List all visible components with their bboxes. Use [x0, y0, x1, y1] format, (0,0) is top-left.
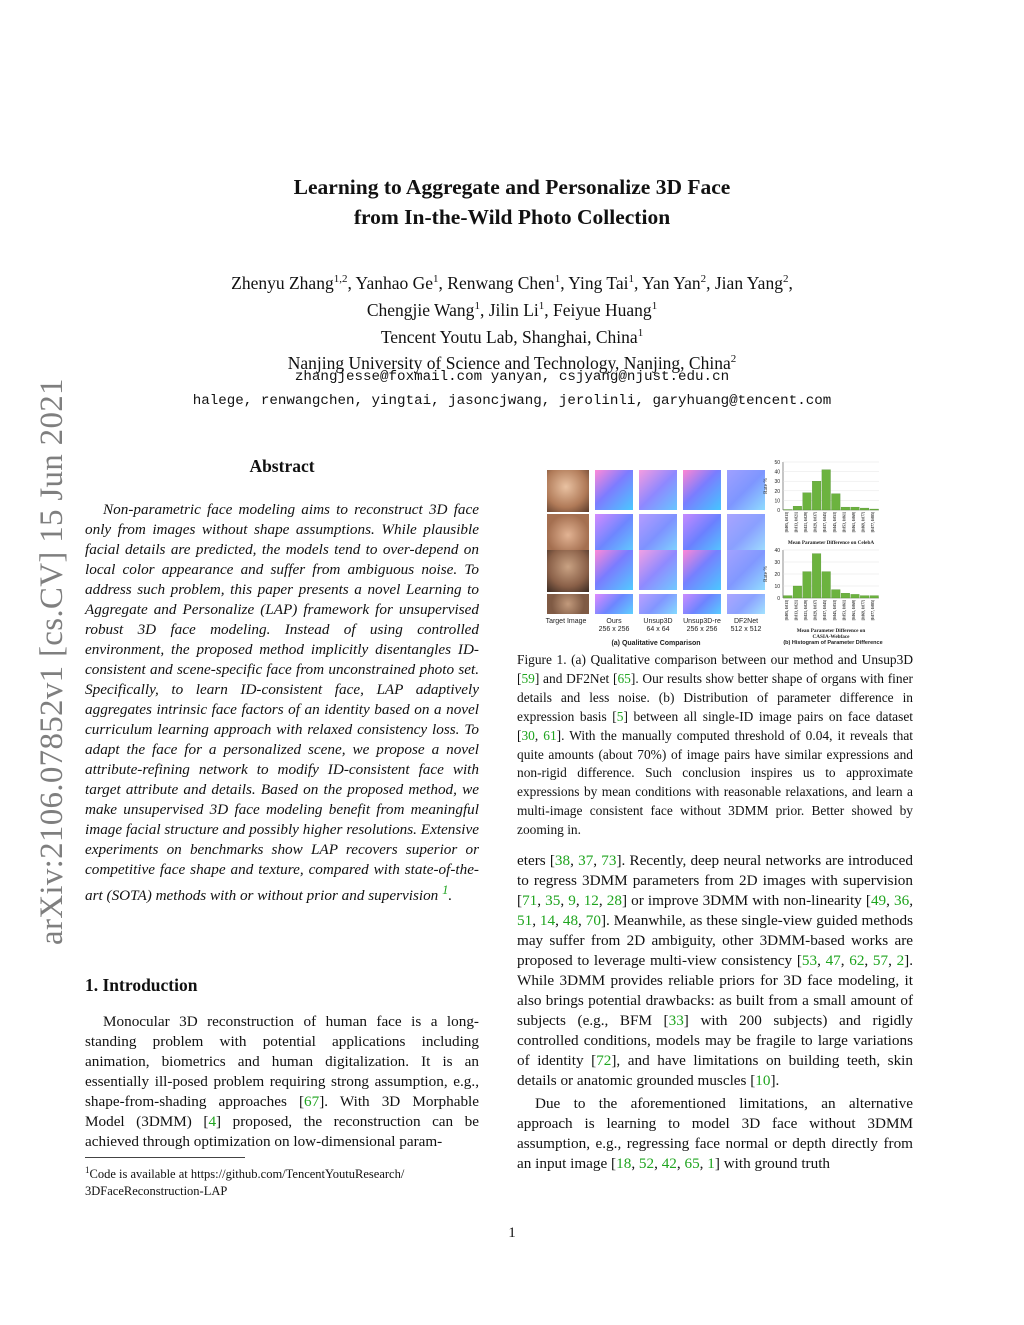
paper-title [0, 172, 1024, 232]
col-size-text: 64 x 64 [646, 626, 670, 633]
unsup3d-normal-map-1 [639, 470, 677, 510]
histogram-y-tick-label: 20 [774, 572, 780, 578]
histogram-bar [803, 572, 812, 598]
df2net-normal-crop-2 [727, 594, 765, 614]
histogram-title: CASIA-Webface [812, 634, 850, 640]
col-label-text: DF2Net [733, 618, 759, 625]
histogram-y-tick-label: 50 [774, 460, 780, 466]
histogram-bar [822, 572, 831, 598]
histogram-x-tick-label: [0.053, 0.061] [842, 512, 847, 533]
abstract-heading: Abstract [249, 456, 315, 476]
histogram-bar [870, 596, 879, 598]
histogram-bar [812, 554, 821, 598]
col-label-ours [589, 618, 639, 634]
author-block [0, 268, 1024, 375]
histogram-y-tick-label: 40 [774, 548, 780, 554]
col-size-text: 256 x 256 [686, 626, 718, 633]
unsup3d-re-normal-map-1 [683, 470, 721, 510]
ours-normal-crop-1 [595, 514, 633, 554]
histogram-bar [812, 481, 821, 510]
unsup3d-normal-crop-2 [639, 594, 677, 614]
histogram-title: Mean Parameter Difference on [796, 628, 866, 634]
col-label-text: Unsup3D [643, 618, 673, 625]
ours-normal-map-1 [595, 470, 633, 510]
histogram-bar [793, 506, 802, 510]
histogram-x-tick-label: [0.021, 0.029] [804, 600, 808, 621]
right-paragraph-1: eters [38, 37, 73]. Recently, deep neural networks are introduced to regress 3DMM parameters from 2D images with supervision [71, 35, 9, 12, 28] or improve 3DMM with non-linearity [49, 36, 51, 14, 48, 70]. Meanwhile, as these single-view guided methods may suffer from 2D ambiguity, other 3DMM-based works are proposed to leverage multi-view consistency [53, 47, 62, 57, 2]. While 3DMM provides reliable priors for 3D face modeling, it also brings potential drawbacks: as built from a small amount of subjects (e.g., BFM [33] with 200 subjects) and rigidly controlled conditions, models may be fragile to large variations of identity [72], and have limitations on building teeth, skin details or anatomic grounded muscles [10]. [517, 852, 914, 1089]
histogram-y-tick-label: 10 [774, 584, 780, 590]
histogram-y-tick-label: 0 [777, 508, 780, 514]
right-paragraph-2: Due to the aforementioned limitations, an alternative approach is learning to model 3D face without 3DMM assumption, e.g., regressing face normal or depth directly from an input image [18, 52, 42, 65, 1] with ground truth [517, 1095, 913, 1172]
df2net-normal-crop-1 [727, 514, 765, 554]
introduction-text: Monocular 3D reconstruction of human face is a long-standing problem with potential applications including animation, biometrics and human digitalization. It is an essentially ill-posed problem requiring strong assumption, e.g., shape-from-shading approaches [67]. With 3D Morphable Model (3DMM) [4] proposed, the reconstruction can be achieved through optimization on low-dimensional param- [85, 1013, 480, 1150]
df2net-normal-map-2 [727, 550, 765, 590]
histogram-x-tick-label: [0.061, 0.069] [852, 600, 856, 621]
figure-1-caption: Figure 1. (a) Qualitative comparison between our method and Unsup3D [59] and DF2Net [65]. Our results show better shape of organs with finer details and less noise. (b) Distribution of parameter difference in expression basis [5] between all single-ID image pairs on face dataset [30, 61]. With the manually computed threshold of 0.04, it reveals that quite amounts (about 70%) of image pairs have similar expressions and non-rigid difference. Such conclusion inspires us to approximate expressions by mean conditions with reasonable relaxations, and learn a multi-image consistent face without 3DMM prior. Better showed by zooming in. [517, 652, 913, 838]
histogram-x-tick-label: [0.069, 0.077] [861, 600, 866, 621]
histogram-x-tick-label: [0.021, 0.029] [804, 512, 808, 533]
histogram-x-tick-label: [0.069, 0.077] [861, 512, 866, 533]
histogram-panel [761, 458, 891, 648]
histogram-y-tick-label: 30 [774, 479, 780, 486]
title-line-2: from In-the-Wild Photo Collection [353, 205, 671, 229]
target-face-image-2 [547, 550, 589, 592]
unsup3d-normal-crop-1 [639, 514, 677, 554]
histogram-x-tick-label: [0.029, 0.037] [813, 600, 818, 621]
title-line-1: Learning to Aggregate and Personalize 3D Face [293, 175, 731, 199]
author-line-1: Zhenyu Zhang$^{1,2}$, Yanhao Ge$^1$, Renwang Chen$^1$, Ying Tai$^1$, Yan Yan$^2$, Jian Yang$^2$, [231, 272, 793, 293]
histogram-x-tick-label: [0.061, 0.069] [852, 512, 856, 533]
histogram-y-tick-label: 30 [774, 560, 780, 566]
col-label-text: Unsup3D-re [683, 618, 721, 625]
page-number: 1 [508, 1225, 516, 1241]
affiliation-2: Nanjing University of Science and Technology, Nanjing, China$^2$ [287, 353, 737, 374]
histogram-x-tick-label: [0.029, 0.037] [813, 512, 818, 533]
histogram-y-label: Rate % [763, 565, 769, 583]
target-face-image-1 [547, 470, 589, 512]
histogram-bar [851, 507, 860, 510]
introduction-heading: 1. Introduction [85, 975, 198, 995]
histogram-bar [832, 494, 841, 510]
subfigure-a-label: (a) Qualitative Comparison [611, 640, 701, 647]
histogram-x-tick-label: [0.037, 0.045] [823, 512, 828, 533]
abstract-text: Non-parametric face modeling aims to reconstruct 3D face only from images without shape assumptions. While plausible facial details are predicted, the models tend to over-depend on local color appearance and suffer from ambiguous noise. To address such problem, this paper presents a novel Learning to Aggregate and Personalize (LAP) framework for unsupervised robust 3D face modeling. Instead of using controlled environment, the proposed method implicitly disentangles ID-consistent and scene-specific face from unconstrained photo set. Specifically, to learn ID-consistent face, LAP adaptively aggregates intrinsic face factors of an identity based on a novel curriculum learning approach with relaxed consistency loss. To adapt the face for a personalized scene, we propose a novel attribute-refining network to modify ID-consistent face with target attribute and details. Based on the proposed method, we make unsupervised 3D face modeling benefit from meaningful image facial structure and possibly higher resolutions. Extensive experiments on benchmarks show LAP recovers superior or competitive face shape and texture, compared with state-of-the-art (SOTA) methods with or without prior and supervision $^1$. [85, 501, 479, 905]
histogram-y-tick-label: 20 [774, 488, 780, 495]
histogram-bar [793, 586, 802, 598]
histogram-x-tick-label: [0.045, 0.053] [832, 512, 837, 533]
ours-normal-crop-2 [595, 594, 633, 614]
subfigure-b-label: (b) Histogram of Parameter Difference [783, 640, 883, 646]
col-label-text: Ours [606, 618, 622, 625]
col-label-unsup3d [633, 618, 683, 634]
histogram-x-tick-label: [0.077, 0.085] [871, 512, 876, 533]
right-column-body [517, 851, 913, 1174]
histogram-bar [860, 596, 869, 598]
df2net-normal-map-1 [727, 470, 765, 510]
histogram-y-label: Rate % [763, 477, 769, 495]
unsup3d-re-normal-crop-2 [683, 594, 721, 614]
footnote: $^1$Code is available at https://github.com/TencentYoutuResearch/ 3DFaceReconstruction-LAP [85, 1165, 405, 1199]
figure-1 [541, 458, 891, 648]
unsup3d-normal-map-2 [639, 550, 677, 590]
histogram-bar [841, 593, 850, 598]
col-label-text: Target Image [545, 618, 587, 625]
footnote-rule [85, 1157, 245, 1158]
histogram-x-tick-label: [0.005, 0.013] [784, 512, 789, 533]
histogram-y-tick-label: 10 [774, 498, 780, 505]
histogram-bar [860, 508, 869, 510]
email-line-2: halege, renwangchen, yingtai, jasoncjwang, jerolinli, garyhuang@tencent.com [192, 393, 832, 409]
histogram-bar [841, 507, 850, 510]
unsup3d-re-normal-map-2 [683, 550, 721, 590]
arxiv-identifier: arXiv:2106.07852v1 [cs.CV] 15 Jun 2021 [34, 378, 70, 945]
histogram-bar [822, 470, 831, 510]
histogram-x-tick-label: [0.045, 0.053] [832, 600, 837, 621]
ours-normal-map-2 [595, 550, 633, 590]
histogram-x-tick-label: [0.013, 0.021] [794, 512, 799, 533]
email-line-1: zhangjesse@foxmail.com yanyan, csjyang@njust.edu.cn [294, 369, 730, 385]
histogram-x-tick-label: [0.053, 0.061] [842, 600, 847, 621]
histogram-y-tick-label: 0 [777, 596, 780, 602]
histogram-x-tick-label: [0.013, 0.021] [794, 600, 799, 621]
col-label-target [541, 618, 591, 626]
col-label-unsup3d-re [677, 618, 727, 634]
col-size-text: 512 x 512 [730, 626, 762, 633]
unsup3d-re-normal-crop-1 [683, 514, 721, 554]
histogram-bar [870, 509, 879, 510]
histogram-bar [832, 590, 841, 598]
histogram-x-tick-label: [0.005, 0.013] [784, 600, 789, 621]
target-face-crop-2 [547, 594, 589, 614]
col-size-text: 256 x 256 [598, 626, 630, 633]
histogram-bar [784, 596, 793, 598]
histogram-bar [851, 594, 860, 598]
histogram-x-tick-label: [0.077, 0.085] [871, 600, 876, 621]
histogram-bar [803, 493, 812, 510]
affiliation-1: Tencent Youtu Lab, Shanghai, China$^1$ [380, 326, 644, 347]
qualitative-comparison-panel [541, 468, 762, 647]
histogram-x-tick-label: [0.037, 0.045] [823, 600, 828, 621]
histogram-title: Mean Parameter Difference on CelebA [787, 540, 875, 546]
author-line-2: Chengjie Wang$^1$, Jilin Li$^1$, Feiyue Huang$^1$ [366, 299, 658, 320]
histogram-y-tick-label: 40 [774, 469, 780, 476]
